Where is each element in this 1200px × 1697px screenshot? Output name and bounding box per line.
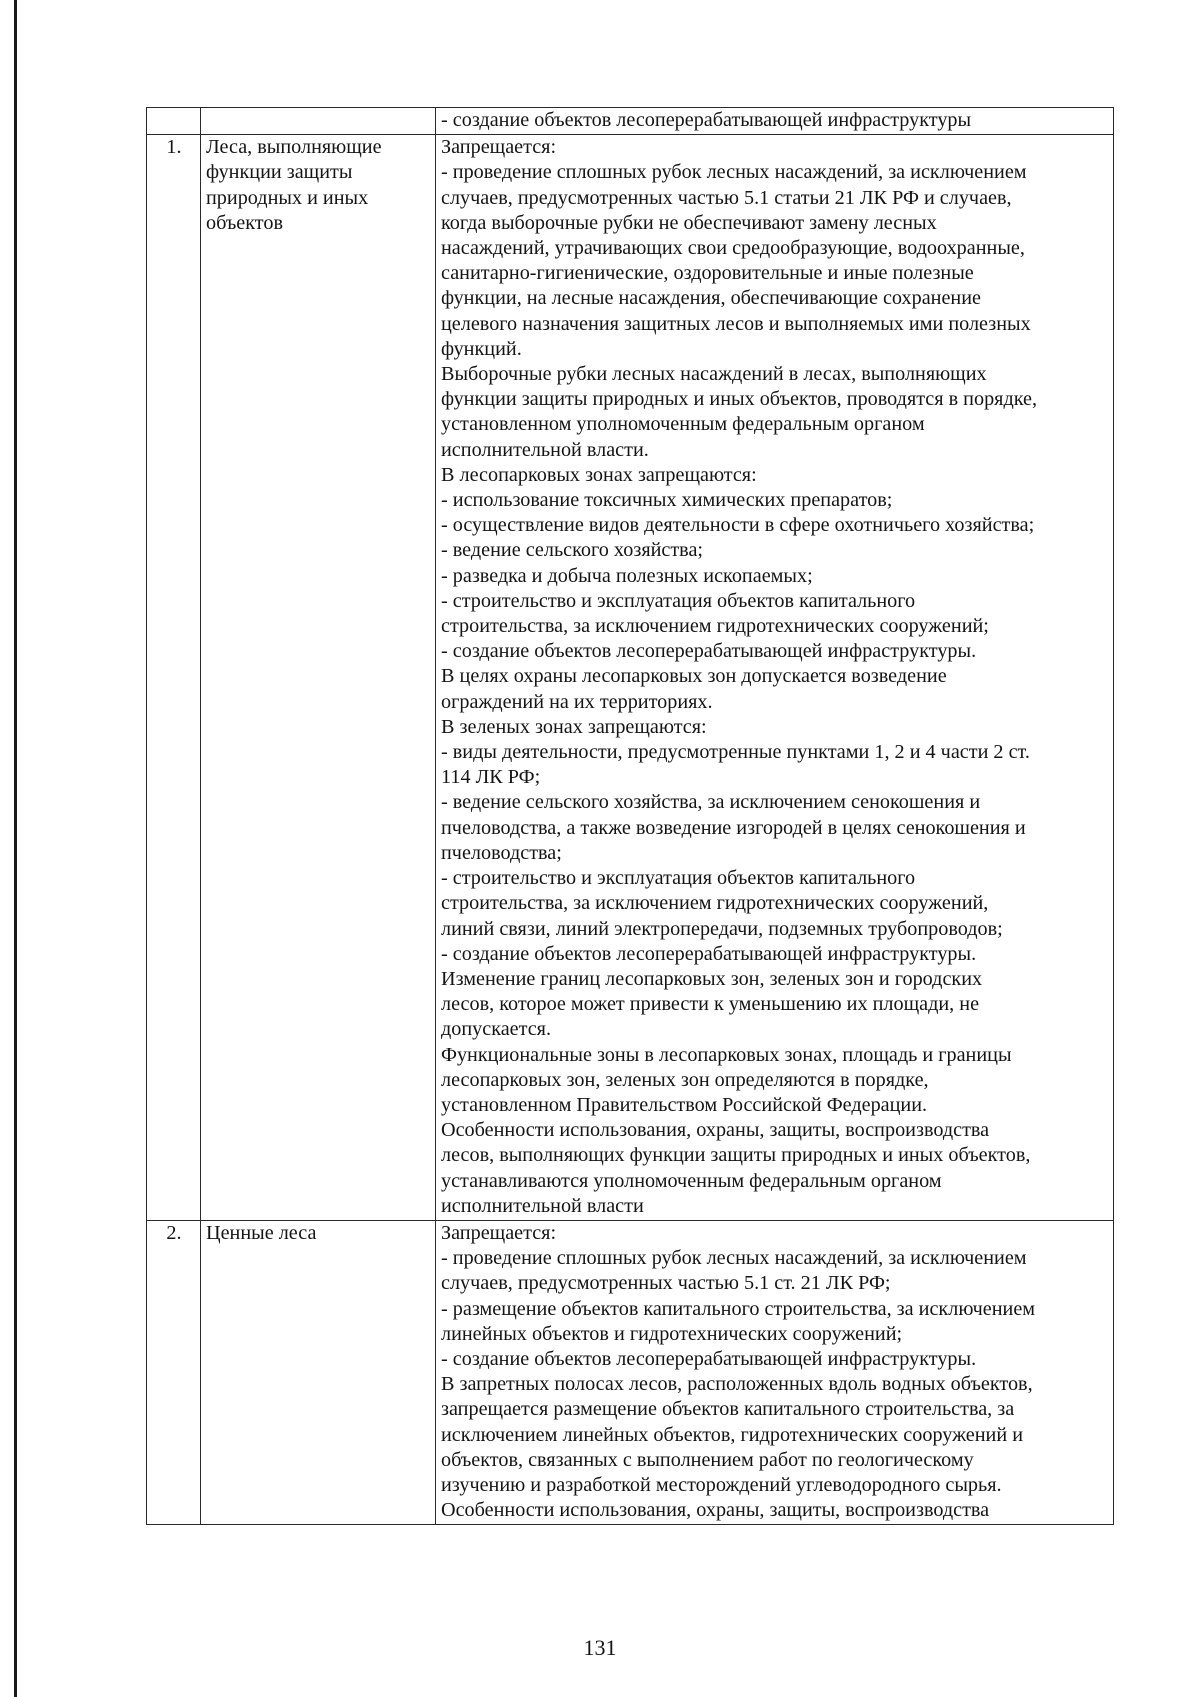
text-line: В зеленых зонах запрещаются:	[441, 715, 707, 738]
text-line: линейных объектов и гидротехнических сооружений;	[441, 1322, 903, 1345]
text-line: - создание объектов лесоперерабатывающей инфраструктуры.	[441, 640, 977, 663]
text-line: лесов, выполняющих функции защиты природных и иных объектов,	[441, 1144, 1031, 1167]
page-number: 131	[583, 1635, 617, 1660]
text-line: В целях охраны лесопарковых зон допускается возведение	[441, 665, 947, 688]
text-line: строительства, за исключением гидротехнических сооружений;	[441, 615, 989, 638]
text-line: исключением линейных объектов, гидротехнических сооружений и	[441, 1423, 1024, 1446]
text-line: - создание объектов лесоперерабатывающей инфраструктуры	[441, 109, 972, 131]
scan-edge-line	[14, 0, 17, 1697]
text-line: - размещение объектов капитального строительства, за исключением	[441, 1297, 1036, 1320]
text-line: - создание объектов лесоперерабатывающей инфраструктуры.	[441, 1347, 977, 1370]
text-line: насаждений, утрачивающих свои средообразующие, водоохранные,	[441, 237, 1025, 260]
text-line: - виды деятельности, предусмотренные пунктами 1, 2 и 4 части 2 ст.	[441, 741, 1030, 764]
text-line: случаев, предусмотренных частью 5.1 ст. 21 ЛК РФ;	[441, 1272, 891, 1295]
text-line: - строительство и эксплуатация объектов капитального	[441, 867, 916, 890]
text-line: - использование токсичных химических препаратов;	[441, 489, 893, 512]
text-line: Функциональные зоны в лесопарковых зонах, площадь и границы	[441, 1043, 1012, 1066]
text-line: когда выборочные рубки не обеспечивают замену лесных	[441, 211, 937, 234]
text-line: функций.	[441, 337, 522, 360]
restrictions-text-cell	[436, 135, 1114, 1221]
text-line: Особенности использования, охраны, защиты, воспроизводства	[441, 1119, 990, 1142]
text-line: строительства, за исключением гидротехнических сооружений,	[441, 892, 989, 915]
text-line: изучению и разработкой месторождений углеводородного сырья.	[441, 1473, 1002, 1496]
text-line: устанавливаются уполномоченным федеральным органом	[441, 1169, 942, 1192]
table-row-continuation	[147, 108, 1114, 135]
text-line: - строительство и эксплуатация объектов капитального	[441, 589, 916, 612]
text-line: Особенности использования, охраны, защиты, воспроизводства	[441, 1499, 990, 1522]
text-line: запрещается размещение объектов капитального строительства, за	[441, 1398, 1015, 1421]
row-number-cell	[147, 108, 201, 135]
category-name-line: объектов	[206, 211, 283, 234]
text-line: 114 ЛК РФ;	[441, 766, 541, 789]
text-line: исполнительной власти.	[441, 438, 649, 461]
text-line: - разведка и добыча полезных ископаемых;	[441, 564, 813, 587]
text-line: исполнительной власти	[441, 1194, 644, 1217]
forest-category-cell	[201, 108, 436, 135]
text-line: санитарно-гигиенические, оздоровительные и иные полезные	[441, 262, 974, 285]
category-name-line: функции защиты	[206, 161, 353, 184]
table-row-2	[147, 1220, 1114, 1524]
text-line: целевого назначения защитных лесов и выполняемых ими полезных	[441, 312, 1031, 335]
text-line: установленном Правительством Российской Федерации.	[441, 1093, 928, 1116]
text-line: пчеловодства, а также возведение изгородей в целях сенокошения и	[441, 816, 1026, 839]
forest-category-cell	[201, 135, 436, 1221]
text-line: линий связи, линий электропередачи, подземных трубопроводов;	[441, 917, 1003, 940]
category-name-line: Ценные леса	[206, 1221, 317, 1244]
text-line: объектов, связанных с выполнением работ по геологическому	[441, 1448, 974, 1471]
text-line: лесопарковых зон, зеленых зон определяются в порядке,	[441, 1068, 929, 1091]
text-line: В запретных полосах лесов, расположенных вдоль водных объектов,	[441, 1373, 1033, 1396]
text-line: В лесопарковых зонах запрещаются:	[441, 463, 757, 486]
category-name-line: природных и иных	[206, 186, 369, 209]
table-row-1	[147, 135, 1114, 1221]
text-line: ограждений на их территориях.	[441, 690, 713, 713]
text-line: функции защиты природных и иных объектов, проводятся в порядке,	[441, 388, 1038, 411]
text-line: Изменение границ лесопарковых зон, зеленых зон и городских	[441, 967, 983, 990]
text-line: - ведение сельского хозяйства;	[441, 539, 704, 562]
row-number-cell: 2.	[147, 1220, 201, 1524]
text-line: - создание объектов лесоперерабатывающей инфраструктуры.	[441, 942, 977, 965]
text-line: - ведение сельского хозяйства, за исключением сенокошения и	[441, 791, 981, 814]
restrictions-text-cell	[436, 1220, 1114, 1524]
forest-category-cell	[201, 1220, 436, 1524]
text-line: Запрещается:	[441, 1221, 557, 1244]
text-line: функции, на лесные насаждения, обеспечивающие сохранение	[441, 287, 981, 310]
text-line: установленном уполномоченным федеральным органом	[441, 413, 925, 436]
category-name-line: Леса, выполняющие	[206, 136, 382, 159]
text-line: - проведение сплошных рубок лесных насаждений, за исключением	[441, 1247, 1027, 1270]
text-line: пчеловодства;	[441, 841, 562, 864]
text-line: Запрещается:	[441, 136, 557, 159]
text-line: случаев, предусмотренных частью 5.1 статьи 21 ЛК РФ и случаев,	[441, 186, 1012, 209]
text-line: лесов, которое может привести к уменьшению их площади, не	[441, 993, 980, 1016]
text-line: - проведение сплошных рубок лесных насаждений, за исключением	[441, 161, 1027, 184]
restrictions-table	[146, 107, 1114, 1525]
restrictions-text-cell	[436, 108, 1114, 135]
text-line: Выборочные рубки лесных насаждений в лесах, выполняющих	[441, 363, 987, 386]
text-line: - осуществление видов деятельности в сфере охотничьего хозяйства;	[441, 514, 1035, 537]
text-line: допускается.	[441, 1018, 552, 1041]
row-number-cell: 1.	[147, 135, 201, 1221]
